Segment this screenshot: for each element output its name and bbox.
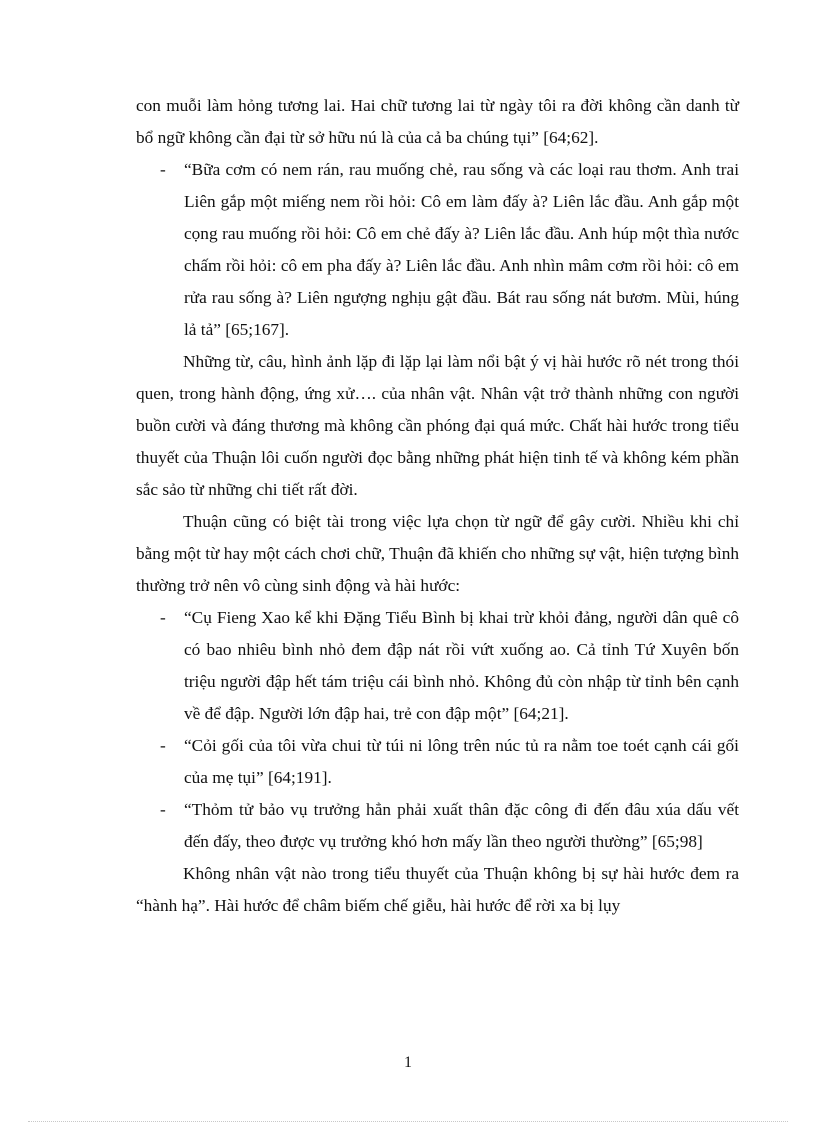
bullet-dash: - [160, 800, 166, 819]
paragraph-characters: Không nhân vật nào trong tiểu thuyết của Thuận không bị sự hài hước đem ra “hành hạ”. Hài hước để châm biếm chế giễu, hài hước để rời xa bị lụy [136, 864, 739, 915]
quote-text: “Bữa cơm có nem rán, rau muống chẻ, rau sống và các loại rau thơm. Anh trai Liên gắp một miếng nem rồi hỏi: Cô em làm đấy à? Liên lắc đầu. Anh gắp một cọng rau muống rồi hỏi: Cô em chẻ đấy à? Liên lắc đầu. Anh húp một thìa nước chấm rồi hỏi: cô em pha đấy à? Liên lắc đầu. Anh nhìn mâm cơm rồi hỏi: cô em rửa rau sống à? Liên ngượng nghịu gật đầu. Bát rau sống nát bươm. Mùi, húng lả tả” [65;167]. [184, 160, 739, 339]
quote-text: “Cụ Fieng Xao kể khi Đặng Tiểu Bình bị khai trừ khỏi đảng, người dân quê cô có bao nhiêu bình nhỏ đem đập nát rồi vứt xuống ao. Cả tỉnh Tứ Xuyên bốn triệu người đập hết tám triệu cái bình nhỏ. Không đủ còn nhập từ tỉnh bên cạnh về để đập. Người lớn đập hai, trẻ con đập một” [64;21]. [184, 608, 739, 723]
quote-text: “Thỏm tử bảo vụ trưởng hẳn phải xuất thân đặc công đi đến đâu xúa dấu vết đến đấy, theo được vụ trưởng khó hơn mấy lần theo người thường” [65;98] [184, 800, 739, 851]
body-text [136, 90, 739, 922]
paragraph-repetition: Những từ, câu, hình ảnh lặp đi lặp lại làm nổi bật ý vị hài hước rõ nét trong thói quen, trong hành động, ứng xử…. của nhân vật. Nhân vật trở thành những con người buồn cười và đáng thương mà không cần phóng đại quá mức. Chất hài hước trong tiểu thuyết của Thuận lôi cuốn người đọc bằng những phát hiện tinh tế và không kém phần sắc sảo từ những chi tiết rất đời. [136, 352, 739, 499]
quote-bullet-pillow [136, 730, 739, 794]
bullet-dash: - [160, 736, 166, 755]
page-bottom-divider [28, 1121, 788, 1122]
paragraph-wordplay: Thuận cũng có biệt tài trong việc lựa chọn từ ngữ để gây cười. Nhiều khi chỉ bằng một từ hay một cách chơi chữ, Thuận đã khiến cho những sự vật, hiện tượng bình thường trở nên vô cùng sinh động và hài hước: [136, 512, 739, 595]
paragraph-continuation: con muỗi làm hỏng tương lai. Hai chữ tương lai từ ngày tôi ra đời không cần danh từ bổ ngữ không cần đại từ sở hữu nú là của cả ba chúng tụi” [64;62]. [136, 96, 739, 147]
quote-bullet-deng [136, 602, 739, 730]
page-number: 1 [404, 1054, 412, 1071]
quote-bullet-meal [136, 154, 739, 346]
bullet-dash: - [160, 608, 166, 627]
quote-bullet-detective [136, 794, 739, 858]
quote-text: “Cỏi gối của tôi vừa chui từ túi ni lông trên núc tủ ra nằm toe toét cạnh cái gối của mẹ tụi” [64;191]. [184, 736, 739, 787]
bullet-dash: - [160, 160, 166, 179]
